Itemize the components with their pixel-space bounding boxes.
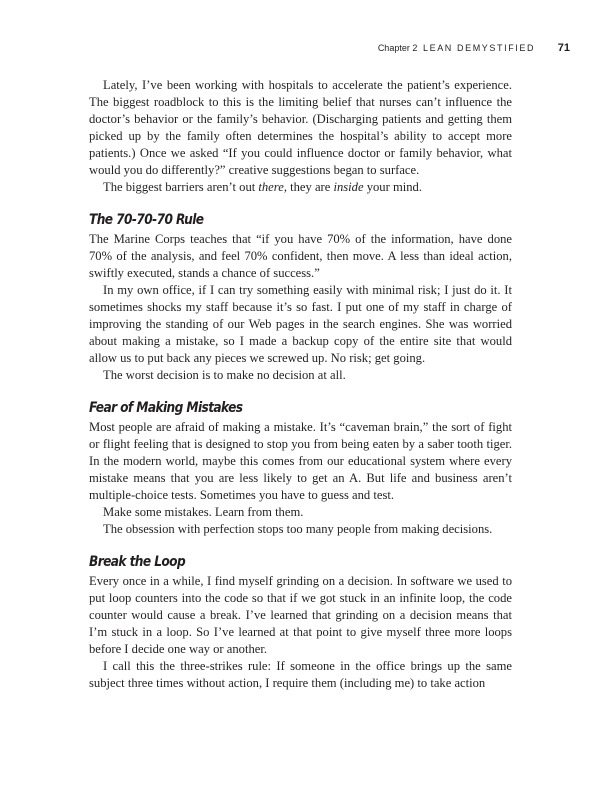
section-2-paragraph-1: Most people are afraid of making a mistake. It’s “caveman brain,” the sort of fight or flight feeling that is designed to stop you from being eaten by a saber tooth tiger. In the modern world, maybe this comes from our educational system where every mistake means that you are less likely to get an A. But life and business aren’t multiple-choice tests. Sometimes you have to guess and test. [89,420,512,502]
section-heading-70-70-70-rule: The 70-70-70 Rule [89,212,204,228]
section-1-paragraph-3: The worst decision is to make no decision at all. [103,368,346,382]
intro-paragraph-1: Lately, I’ve been working with hospitals to accelerate the patient’s experience. The biggest roadblock to this is the limiting belief that nurses can’t influence the doctor’s behavior or the family’s behavior. (Discharging patients and getting them picked up by the family often determines the hospital’s ability to accept more patients.) Once we asked “If you could influence doctor or family behavior, what would you do differently?” creative suggestions began to surface. [89,78,512,177]
emphasis-there: there [258,180,284,194]
section-3-paragraph-2: I call this the three-strikes rule: If someone in the office brings up the same subject three times without action, I require them (including me) to take action [89,659,512,690]
page-body [89,77,512,692]
intro-paragraph-2: The biggest barriers aren’t out there, they are inside your mind. [103,180,422,194]
chapter-title: LEAN DEMYSTIFIED [422,43,536,53]
section-3-paragraph-1: Every once in a while, I find myself grinding on a decision. In software we used to put loop counters into the code so that if we got stuck in an infinite loop, the code counter would cause a break. I’ve learned that grinding on a decision means that I’m stuck in a loop. So I’ve learned at that point to give myself three more loops before I decide one way or another. [89,574,512,656]
emphasis-inside: inside [333,180,364,194]
page-number: 71 [557,42,570,54]
section-heading-break-the-loop: Break the Loop [89,554,186,570]
section-heading-fear-of-making-mistakes: Fear of Making Mistakes [89,400,243,416]
running-head [0,42,570,54]
chapter-label: Chapter 2 [377,43,418,53]
section-1-paragraph-1: The Marine Corps teaches that “if you have 70% of the information, have done 70% of the analysis, and feel 70% confident, then move. A less than ideal action, swiftly executed, stands a chance of success.” [89,232,512,280]
section-1-paragraph-2: In my own office, if I can try something easily with minimal risk; I just do it. It sometimes shocks my staff because it’s so fast. I put one of my staff in charge of improving the standing of our Web pages in the search engines. She was worried about making a mistake, so I made a backup copy of the entire site that would allow us to put back any pieces we screwed up. No risk; get going. [89,283,512,365]
section-2-paragraph-2: Make some mistakes. Learn from them. [103,505,304,519]
section-2-paragraph-3: The obsession with perfection stops too many people from making decisions. [103,522,493,536]
